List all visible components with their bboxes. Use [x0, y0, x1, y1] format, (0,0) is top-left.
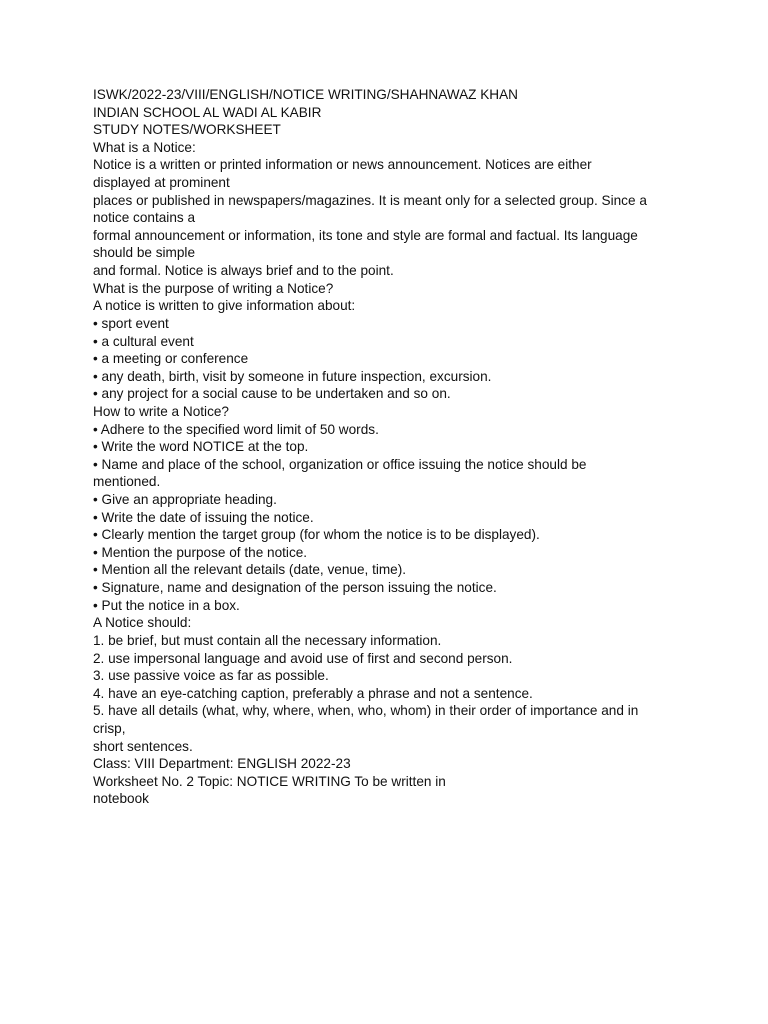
numbered-item: 2. use impersonal language and avoid use of first and second person. [93, 650, 513, 666]
worksheet-topic-continuation: notebook [93, 791, 149, 807]
school-name-line: INDIAN SCHOOL AL WADI AL KABIR [93, 104, 322, 120]
numbered-item: 5. have all details (what, why, where, when, who, whom) in their order of importance and in [93, 703, 639, 719]
document-type-line: STUDY NOTES/WORKSHEET [93, 122, 281, 138]
paragraph-line: formal announcement or information, its tone and style are formal and factual. Its language [93, 227, 638, 243]
bullet-item: • Mention all the relevant details (date, venue, time). [93, 562, 407, 578]
numbered-item-continuation: crisp, [93, 720, 126, 736]
document-body [93, 86, 693, 808]
paragraph-line: should be simple [93, 245, 196, 261]
bullet-item: • any death, birth, visit by someone in future inspection, excursion. [93, 368, 492, 384]
bullet-item: • Write the date of issuing the notice. [93, 509, 314, 525]
paragraph-line: and formal. Notice is always brief and to the point. [93, 263, 394, 279]
question-heading: What is the purpose of writing a Notice? [93, 280, 334, 296]
paragraph-line: places or published in newspapers/magazines. It is meant only for a selected group. Since a [93, 192, 647, 208]
question-heading: How to write a Notice? [93, 403, 229, 419]
bullet-item: • a meeting or conference [93, 351, 249, 367]
bullet-item: • Write the word NOTICE at the top. [93, 439, 309, 455]
bullet-item: • Signature, name and designation of the person issuing the notice. [93, 580, 497, 596]
bullet-item: • Put the notice in a box. [93, 597, 240, 613]
paragraph-line: Notice is a written or printed information or news announcement. Notices are either [93, 157, 592, 173]
bullet-item: • any project for a social cause to be undertaken and so on. [93, 386, 451, 402]
numbered-item-continuation: short sentences. [93, 738, 193, 754]
bullet-item-continuation: mentioned. [93, 474, 161, 490]
paragraph-line: A notice is written to give information about: [93, 298, 356, 314]
class-department-line: Class: VIII Department: ENGLISH 2022-23 [93, 756, 351, 772]
bullet-item: • Mention the purpose of the notice. [93, 544, 308, 560]
bullet-item: • Name and place of the school, organization or office issuing the notice should be [93, 456, 587, 472]
bullet-item: • Clearly mention the target group (for whom the notice is to be displayed). [93, 527, 540, 543]
numbered-item: 1. be brief, but must contain all the necessary information. [93, 632, 442, 648]
bullet-item: • Adhere to the specified word limit of 50 words. [93, 421, 379, 437]
question-heading: What is a Notice: [93, 139, 196, 155]
numbered-item: 4. have an eye-catching caption, preferably a phrase and not a sentence. [93, 685, 533, 701]
worksheet-topic-line: Worksheet No. 2 Topic: NOTICE WRITING To be written in [93, 773, 446, 789]
section-heading: A Notice should: [93, 615, 192, 631]
header-reference-line: ISWK/2022-23/VIII/ENGLISH/NOTICE WRITING/SHAHNAWAZ KHAN [93, 87, 519, 102]
paragraph-line: notice contains a [93, 210, 196, 226]
bullet-item: • a cultural event [93, 333, 194, 349]
bullet-item: • sport event [93, 315, 169, 331]
bullet-item: • Give an appropriate heading. [93, 492, 277, 508]
numbered-item: 3. use passive voice as far as possible. [93, 668, 329, 684]
paragraph-line: displayed at prominent [93, 175, 230, 191]
